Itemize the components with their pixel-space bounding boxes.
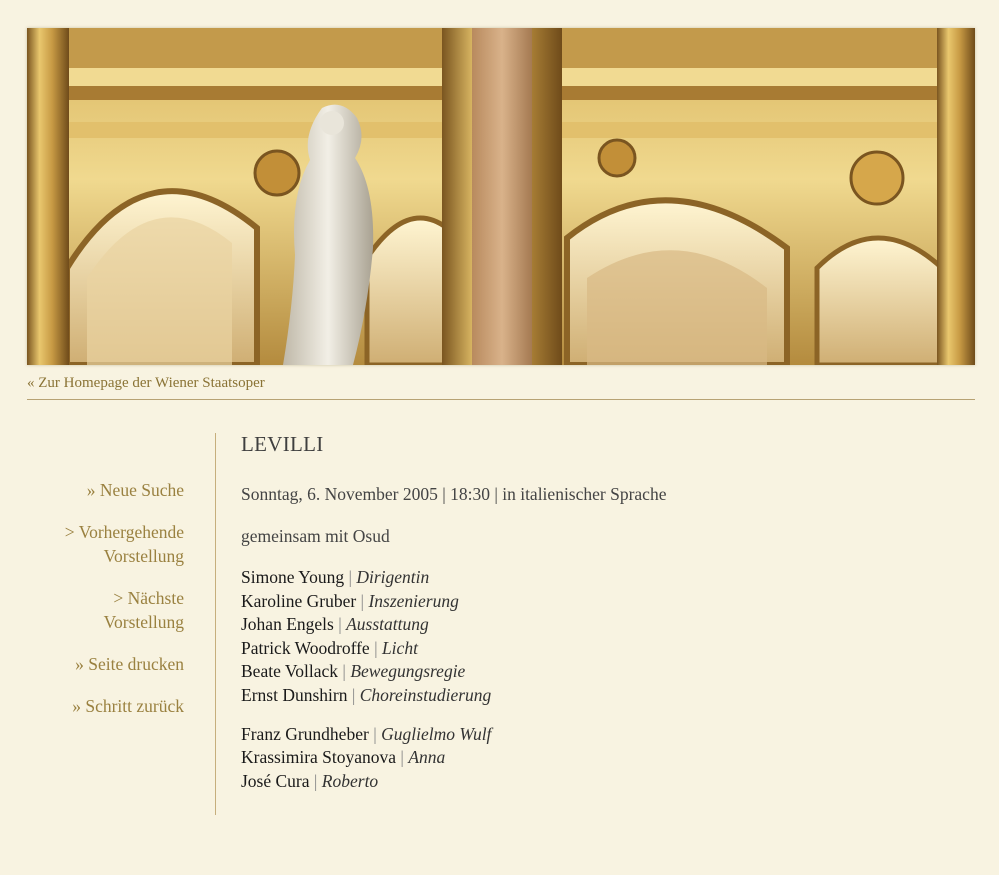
previous-performance-label-line1: > Vorhergehende (64, 522, 184, 542)
separator: | (356, 590, 369, 611)
crew-item (241, 660, 941, 684)
separator: | (309, 770, 322, 791)
separator: | (333, 614, 347, 635)
person-role: Dirigentin (356, 567, 430, 587)
header-banner-image (27, 28, 975, 365)
header-divider (27, 399, 975, 400)
person-role: Choreinstudierung (359, 684, 492, 705)
next-performance-label-line2: Vorstellung (103, 612, 184, 632)
person-name: Ernst Dunshirn (241, 684, 348, 705)
previous-performance-label-line2: Vorstellung (103, 546, 184, 566)
new-search-link[interactable]: » Neue Suche (86, 480, 184, 500)
person-name: José Cura (241, 770, 310, 791)
crew-item (241, 613, 941, 637)
performance-with-line: gemeinsam mit Osud (241, 526, 390, 546)
cast-item (241, 770, 941, 794)
separator: | (396, 747, 409, 768)
previous-performance-link[interactable] (27, 520, 184, 568)
separator: | (369, 637, 382, 658)
person-role: Guglielmo Wulf (381, 723, 492, 744)
step-back-link[interactable]: » Schritt zurück (72, 696, 184, 716)
person-role: Licht (381, 637, 418, 658)
person-name: Krassimira Stoyanova (241, 747, 397, 768)
separator: | (344, 567, 357, 587)
homepage-link[interactable]: « Zur Homepage der Wiener Staatsoper (27, 375, 265, 391)
next-performance-label-line1: > Nächste (113, 588, 184, 608)
performance-date-line: Sonntag, 6. November 2005 | 18:30 | in italienischer Sprache (241, 484, 667, 504)
crew-item (241, 566, 941, 590)
person-role: Ausstattung (346, 614, 429, 635)
performance-title: LEVILLI (241, 432, 324, 456)
performance-details (241, 430, 941, 808)
cast-item (241, 723, 941, 747)
separator: | (347, 684, 360, 705)
print-page-link[interactable]: » Seite drucken (75, 654, 184, 674)
cast-item (241, 746, 941, 770)
person-name: Franz Grundheber (241, 723, 369, 744)
separator: | (368, 723, 382, 744)
person-name: Johan Engels (241, 614, 334, 635)
next-performance-link[interactable] (27, 586, 184, 634)
person-name: Simone Young (241, 567, 345, 587)
cast-list (241, 723, 941, 794)
person-role: Inszenierung (368, 590, 459, 611)
separator: | (338, 661, 351, 682)
person-name: Beate Vollack (241, 661, 339, 682)
crew-list (241, 566, 941, 708)
person-name: Karoline Gruber (241, 590, 357, 611)
person-role: Bewegungsregie (350, 661, 466, 682)
person-role: Anna (408, 747, 446, 768)
crew-item (241, 590, 941, 614)
person-name: Patrick Woodroffe (241, 637, 370, 658)
crew-item (241, 637, 941, 661)
crew-item (241, 684, 941, 708)
person-role: Roberto (321, 770, 379, 791)
sidebar-divider (215, 433, 216, 815)
sidebar-nav (27, 478, 184, 736)
